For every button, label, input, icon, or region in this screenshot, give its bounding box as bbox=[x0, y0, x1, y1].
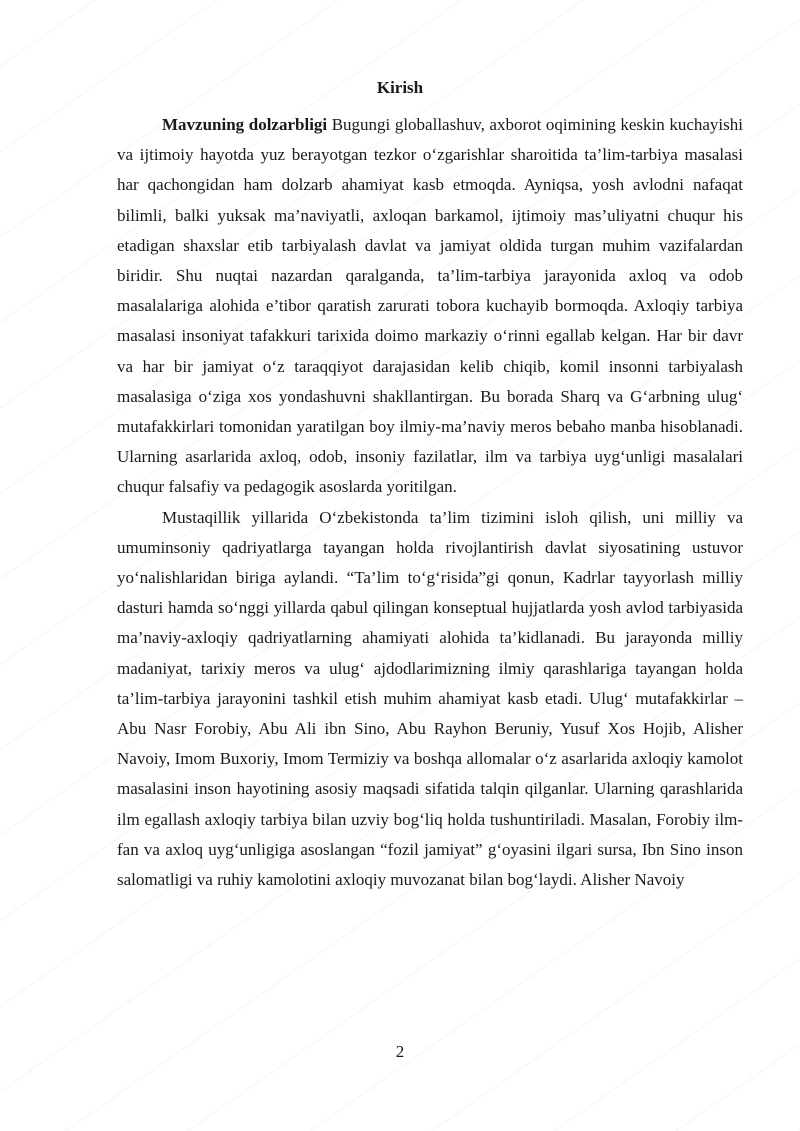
paragraph-independence bbox=[117, 503, 743, 896]
paragraph-text: Mustaqillik yillarida O‘zbekistonda ta’lim tizimini isloh qilish, uni milliy va umuminsoniy qadriyatlarga tayangan holda rivojlantirish davlat siyosatining ustuvor yo‘nalishlaridan biriga aylandi. “Ta’lim to‘g‘risida”gi qonun, Kadrlar tayyorlash milliy dasturi hamda so‘nggi yillarda qabul qilingan konseptual hujjatlarda yosh avlod tarbiyasida ma’naviy-axloqiy qadriyatlarning ahamiyati alohida ta’kidlanadi. Bu jarayonda milliy madaniyat, tarixiy meros va ulug‘ ajdodlarimizning ilmiy qarashlariga tayangan holda ta’lim-tarbiya jarayonini tashkil etish muhim ahamiyat kasb etadi. Ulug‘ mutafakkirlar – Abu Nasr Forobiy, Abu Ali ibn Sino, Abu Rayhon Beruniy, Yusuf Xos Hojib, Alisher Navoiy, Imom Buxoriy, Imom Termiziy va boshqa allomalar o‘z asarlarida axloqiy kamolot masalasini inson hayotining asosiy maqsadi sifatida talqin qilganlar. Ularning qarashlarida ilm egallash axloqiy tarbiya bilan uzviy bog‘liq holda tushuntiriladi. Masalan, Forobiy ilm-fan va axloq uyg‘unligiga asoslangan “fozil jamiyat” g‘oyasini ilgari sursa, Ibn Sino inson salomatligi va ruhiy kamolotini axloqiy muvozanat bilan bog‘laydi. Alisher Navoiy bbox=[117, 507, 743, 890]
paragraph-text: Bugungi globallashuv, axborot oqimining keskin kuchayishi va ijtimoiy hayotda yuz berayotgan tezkor o‘zgarishlar sharoitida ta’lim-tarbiya masalasi har qachongidan ham dolzarb ahamiyat kasb etmoqda. Ayniqsa, yosh avlodni nafaqat bilimli, balki yuksak ma’naviyatli, axloqan barkamol, ijtimoiy mas’uliyatni chuqur his etadigan shaxslar etib tarbiyalash davlat va jamiyat oldida turgan muhim vazifalardan biridir. Shu nuqtai nazardan qaralganda, ta’lim-tarbiya jarayonida axloq va odob masalalariga alohida e’tibor qaratish zarurati tobora kuchayib bormoqda. Axloqiy tarbiya masalasi insoniyat tafakkuri tarixida doimo markaziy o‘rinni egallab kelgan. Har bir davr va har bir jamiyat o‘z taraqqiyot darajasidan kelib chiqib, komil insonni tarbiyalash masalasiga o‘ziga xos yondashuvni shakllantirgan. Bu borada Sharq va G‘arbning ulug‘ mutafakkirlari tomonidan yaratilgan boy ilmiy-ma’naviy meros bebaho manba hisoblanadi. Ularning asarlarida axloq, odob, insoniy fazilatlar, ilm va tarbiya uyg‘unligi masalalari chuqur falsafiy va pedagogik asoslarda yoritilgan. bbox=[117, 115, 743, 497]
paragraph-relevance bbox=[117, 110, 743, 503]
page-number: 2 bbox=[395, 1042, 405, 1061]
paragraph-lead: Mavzuning dolzarbligi bbox=[162, 115, 328, 134]
body-text bbox=[117, 110, 743, 895]
section-title: Kirish bbox=[376, 78, 424, 97]
